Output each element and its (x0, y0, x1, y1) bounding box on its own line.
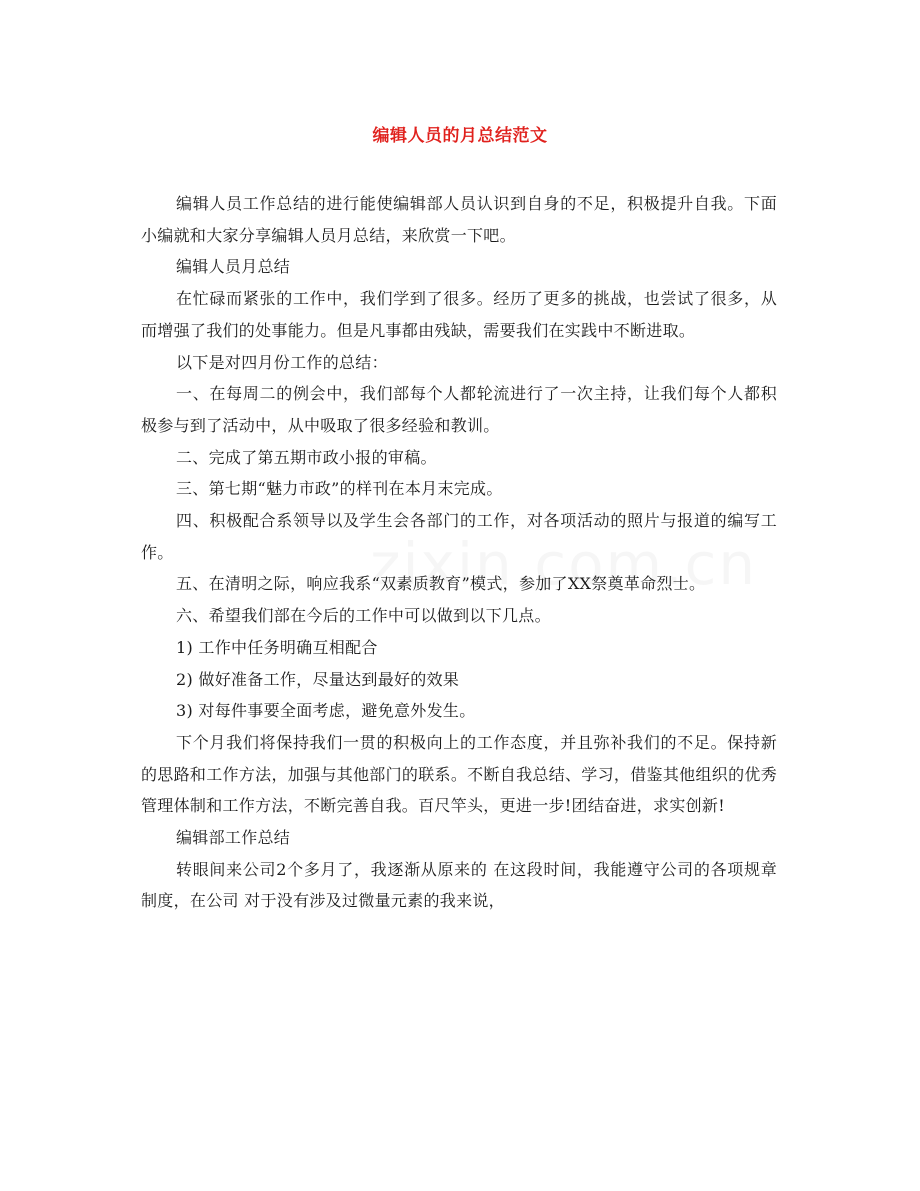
list-item-1: 一、在每周二的例会中，我们部每个人都轮流进行了一次主持，让我们每个人都积极参与到了活动中，从中吸取了很多经验和教训。 (141, 384, 777, 435)
paragraph-next-month: 下个月我们将保持我们一贯的积极向上的工作态度，并且弥补我们的不足。保持新的思路和工作方法，加强与其他部门的联系。不断自我总结、学习，借鉴其他组织的优秀管理体制和工作方法，不断完善自我。百尺竿头，更进一步!团结奋进，求实创新! (141, 732, 777, 816)
list-item-2: 二、完成了第五期市政小报的审稿。 (176, 447, 437, 467)
sub-item-3: 3) 对每件事要全面考虑，避免意外发生。 (176, 701, 476, 721)
sub-item-2: 2) 做好准备工作，尽量达到最好的效果 (176, 669, 460, 689)
list-item-3: 三、第七期“魅力市政”的样刊在本月末完成。 (176, 479, 503, 499)
section-heading-monthly-summary: 编辑人员月总结 (176, 257, 291, 277)
list-item-4: 四、积极配合系领导以及学生会各部门的工作，对各项活动的照片与报道的编写工作。 (141, 511, 777, 562)
paragraph-intro: 编辑人员工作总结的进行能使编辑部人员认识到自身的不足，积极提升自我。下面小编就和大家分享编辑人员月总结，来欣赏一下吧。 (141, 194, 777, 245)
paragraph-busy-work: 在忙碌而紧张的工作中，我们学到了很多。经历了更多的挑战，也尝试了很多，从而增强了我们的处事能力。但是凡事都由残缺，需要我们在实践中不断进取。 (141, 289, 777, 340)
paragraph-april-summary-lead: 以下是对四月份工作的总结： (176, 352, 388, 372)
document-body (141, 188, 777, 917)
sub-item-1: 1) 工作中任务明确互相配合 (176, 637, 378, 657)
section-heading-department-summary: 编辑部工作总结 (176, 828, 291, 848)
paragraph-two-months: 转眼间来公司2个多月了，我逐渐从原来的 在这段时间，我能遵守公司的各项规章制度，在公司 对于没有涉及过微量元素的我来说， (141, 859, 777, 911)
document-title: 编辑人员的月总结范文 (372, 126, 548, 146)
list-item-5: 五、在清明之际，响应我系“双素质教育”模式，参加了XX祭奠革命烈士。 (176, 574, 706, 594)
list-item-6: 六、希望我们部在今后的工作中可以做到以下几点。 (176, 606, 551, 626)
